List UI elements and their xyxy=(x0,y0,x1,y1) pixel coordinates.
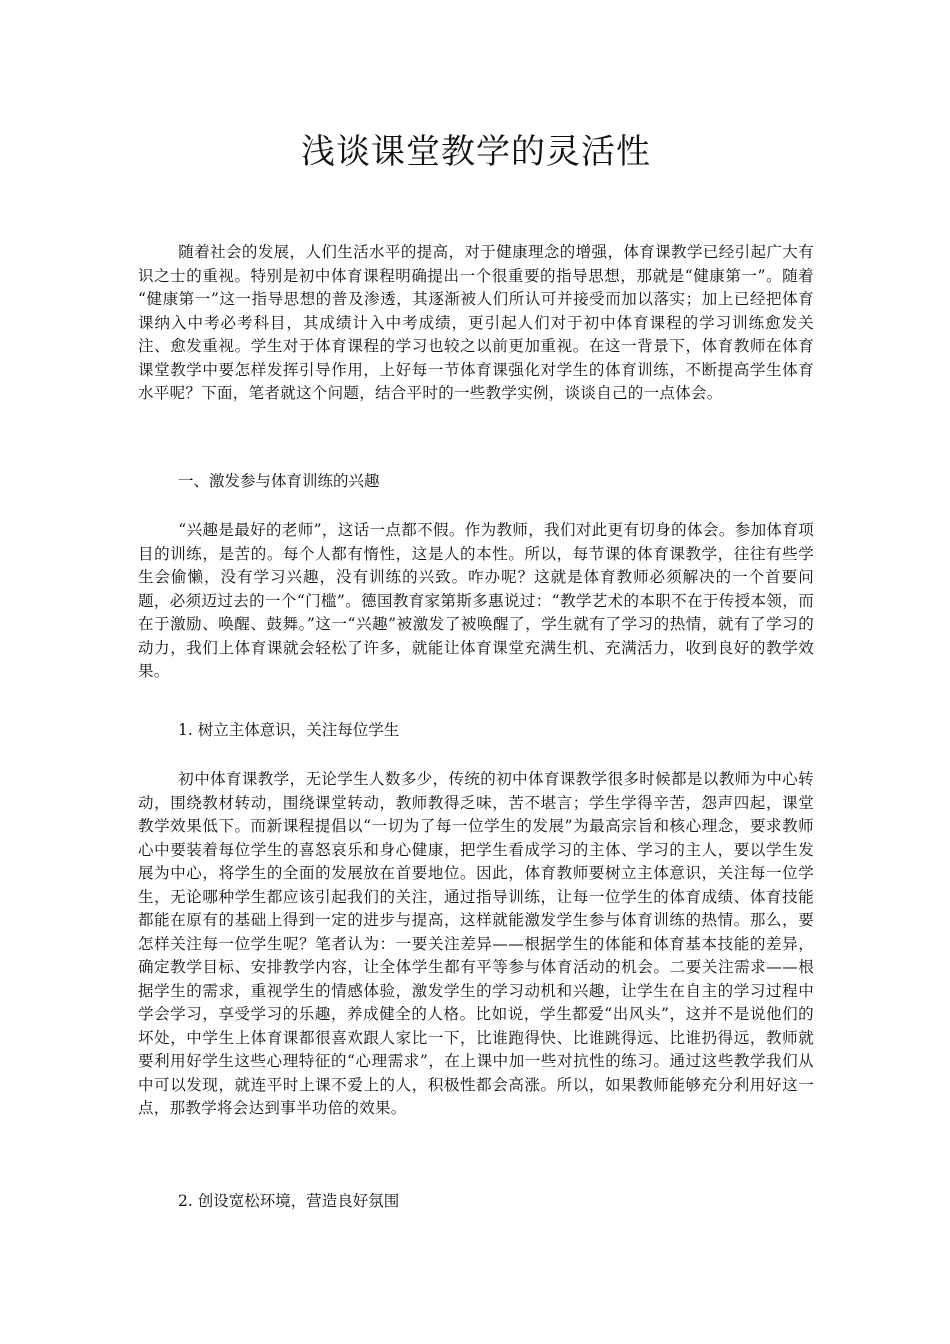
paragraph-subject-awareness: 初中体育课教学，无论学生人数多少，传统的初中体育课教学很多时候都是以教师为中心转动，围绕教材转动，围绕课堂转动，教师教得乏味，苦不堪言；学生学得辛苦，怨声四起，课堂教学效果低下。而新课程提倡以“一切为了每一位学生的发展”为最高宗旨和核心理念，要求教师心中要装着每位学生的喜怒哀乐和身心健康，把学生看成学习的主体、学习的主人，要以学生发展为中心，将学生的全面的发展放在首要地位。因此，体育教师要树立主体意识，关注每一位学生，无论哪种学生都应该引起我们的关注，通过指导训练，让每一位学生的体育成绩、体育技能都能在原有的基础上得到一定的进步与提高，这样就能激发学生参与体育训练的热情。那么，要怎样关注每一位学生呢？笔者认为：一要关注差异——根据学生的体能和体育基本技能的差异，确定教学目标、安排教学内容，让全体学生都有平等参与体育活动的机会。二要关注需求——根据学生的需求，重视学生的情感体验，激发学生的学习动机和兴趣，让学生在自主的学习过程中学会学习，享受学习的乐趣，养成健全的人格。比如说，学生都爱“出风头”，这并不是说他们的坏处，中学生上体育课都很喜欢跟人家比一下，比谁跑得快、比谁跳得远、比谁扔得远，教师就要利用好学生这些心理特征的“心理需求”，在上课中加一些对抗性的练习。通过这些教学我们从中可以发现，就连平时上课不爱上的人，积极性都会高涨。所以，如果教师能够充分利用好这一点，那教学将会达到事半功倍的效果。 xyxy=(138,770,814,1117)
paragraph-intro: 随着社会的发展，人们生活水平的提高，对于健康理念的增强，体育课教学已经引起广大有识之士的重视。特别是初中体育课程明确提出一个很重要的指导思想，那就是“健康第一”。随着 “健康第一”这一指导思想的普及渗透，其逐渐被人们所认可并接受而加以落实；加上已经把体育课纳入中考必考科目，其成绩计入中考成绩，更引起人们对于初中体育课程的学习训练愈发关注、愈发重视。学生对于体育课程的学习也较之以前更加重视。在这一背景下，体育教师在体育课堂教学中要怎样发挥引导作用，上好每一节体育课强化对学生的体育训练，不断提高学生体育水平呢？下面，笔者就这个问题，结合平时的一些教学实例，谈谈自己的一点体会。 xyxy=(138,243,814,402)
section-heading-1: 一、激发参与体育训练的兴趣 xyxy=(178,472,380,490)
subsection-heading-2: 2. 创设宽松环境，营造良好氛围 xyxy=(178,1192,400,1210)
document-title: 浅谈课堂教学的灵活性 xyxy=(301,132,651,172)
subsection-heading-1: 1. 树立主体意识，关注每位学生 xyxy=(178,721,400,739)
paragraph-interest: “兴趣是最好的老师”，这话一点都不假。作为教师，我们对此更有切身的体会。参加体育项目的训练，是苦的。每个人都有惰性，这是人的本性。所以，每节课的体育课教学，往往有些学生会偷懒，没有学习兴趣，没有训练的兴致。咋办呢？这就是体育教师必须解决的一个首要问题，必须迈过去的一个“门槛”。德国教育家第斯多惠说过：“教学艺术的本职不在于传授本领，而在于激励、唤醒、鼓舞。”这一“兴趣”被激发了被唤醒了，学生就有了学习的热情，就有了学习的动力，我们上体育课就会轻松了许多，就能让体育课堂充满生机、充满活力，收到良好的教学效果。 xyxy=(138,521,814,680)
